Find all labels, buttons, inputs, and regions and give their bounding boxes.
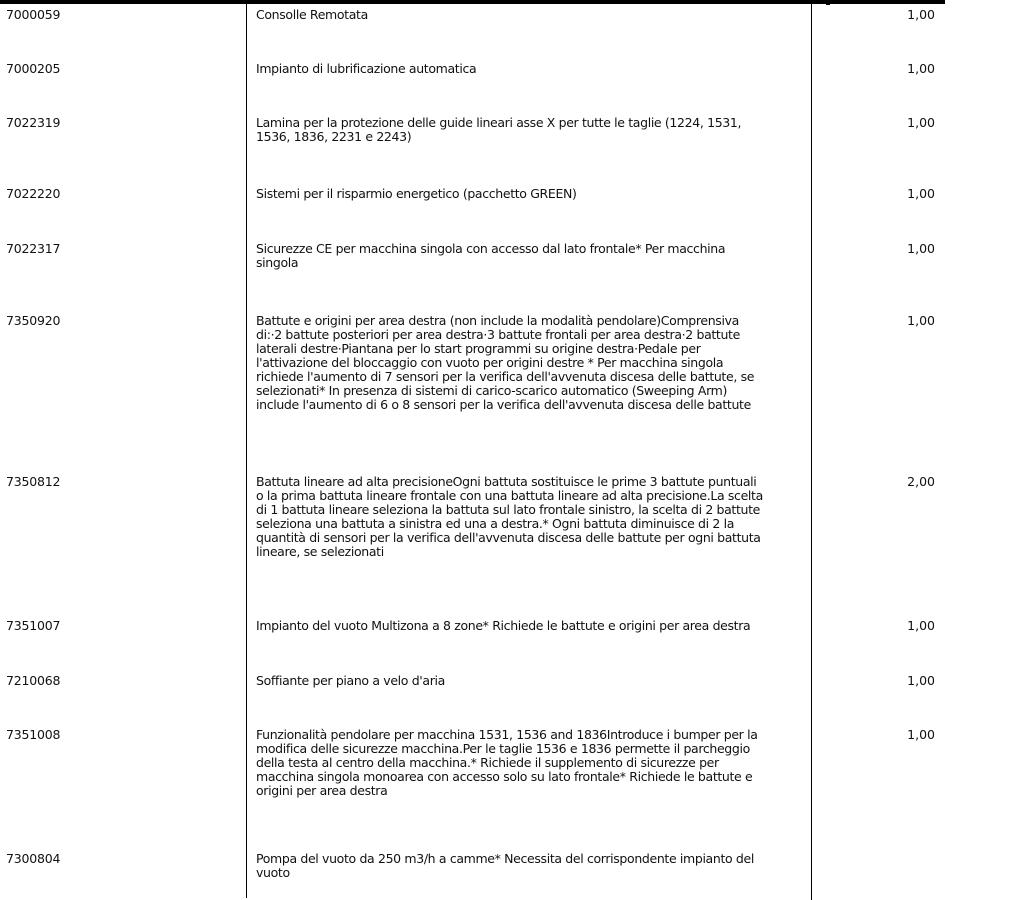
item-description: Impianto di lubrificazione automatica (256, 61, 477, 76)
item-quantity: 1,00 (907, 61, 935, 76)
item-quantity: 1,00 (907, 618, 935, 633)
item-code: 7022317 (6, 241, 61, 256)
item-quantity: 1,00 (907, 673, 935, 688)
item-description: Impianto del vuoto Multizona a 8 zone* Richiede le battute e origini per area destra (256, 618, 751, 633)
item-code: 7350920 (6, 313, 61, 328)
item-code: 7022220 (6, 186, 61, 201)
item-quantity: 1,00 (907, 241, 935, 256)
item-description: Pompa del vuoto da 250 m3/h a camme* Necessita del corrispondente impianto del vuoto (256, 851, 754, 880)
item-quantity: 1,00 (907, 7, 935, 22)
item-description: Funzionalità pendolare per macchina 1531, 1536 and 1836Introduce i bumper per la modifica delle sicurezze macchina.Per le taglie 1536 e 1836 permette il parcheggio della testa al centro della macchina.* Richiede il supplemento di sicurezze per macchina singola monoarea con accesso solo su lato frontale* Richiede le battute e origini per area destra (256, 727, 758, 798)
item-description: Battute e origini per area destra (non include la modalità pendolare)Comprensiva di:·2 battute posteriori per area destra·3 battute frontali per area destra·2 battute laterali destre·Piantana per lo start programmi su origine destra·Pedale per l'attivazione del bloccaggio con vuoto per origini destre * Per macchina singola richiede l'aumento di 7 sensori per la verifica dell'avvenuta discesa delle battute, se selezionati* In presenza di sistemi di carico-scarico automatico (Sweeping Arm) include l'aumento di 6 o 8 sensori per la verifica dell'avvenuta discesa delle battute (256, 313, 755, 412)
item-code: 7000059 (6, 7, 61, 22)
item-description: Consolle Remotata (256, 7, 368, 22)
column-divider-right (811, 0, 812, 900)
item-code: 7350812 (6, 474, 61, 489)
item-code: 7300804 (6, 851, 61, 866)
top-border (0, 0, 945, 4)
item-quantity: 1,00 (907, 727, 935, 742)
item-description: Battuta lineare ad alta precisioneOgni battuta sostituisce le prime 3 battute puntuali o la prima battuta lineare frontale con una battuta lineare ad alta precisione.La scelta di 1 battuta lineare seleziona la battuta sul lato frontale sinistro, la scelta di 2 battute seleziona una battuta a sinistra ed una a destra.* Ogni battuta diminuisce di 2 la quantità di sensori per la verifica dell'avvenuta discesa delle battute per ogni battuta lineare, se selezionati (256, 474, 763, 559)
item-code: 7000205 (6, 61, 61, 76)
item-code: 7351008 (6, 727, 61, 742)
item-quantity: 2,00 (907, 474, 935, 489)
item-code: 7022319 (6, 115, 61, 130)
item-description: Lamina per la protezione delle guide lineari asse X per tutte le taglie (1224, 1531, 1536, 1836, 2231 e 2243) (256, 115, 742, 144)
item-code: 7351007 (6, 618, 61, 633)
item-quantity: 1,00 (907, 115, 935, 130)
item-quantity: 1,00 (907, 313, 935, 328)
top-border-mark (826, 0, 830, 5)
item-code: 7210068 (6, 673, 61, 688)
column-divider-left (246, 0, 247, 898)
item-description: Soffiante per piano a velo d'aria (256, 673, 445, 688)
item-description: Sicurezze CE per macchina singola con accesso dal lato frontale* Per macchina singola (256, 241, 726, 270)
item-description: Sistemi per il risparmio energetico (pacchetto GREEN) (256, 186, 577, 201)
item-quantity: 1,00 (907, 186, 935, 201)
